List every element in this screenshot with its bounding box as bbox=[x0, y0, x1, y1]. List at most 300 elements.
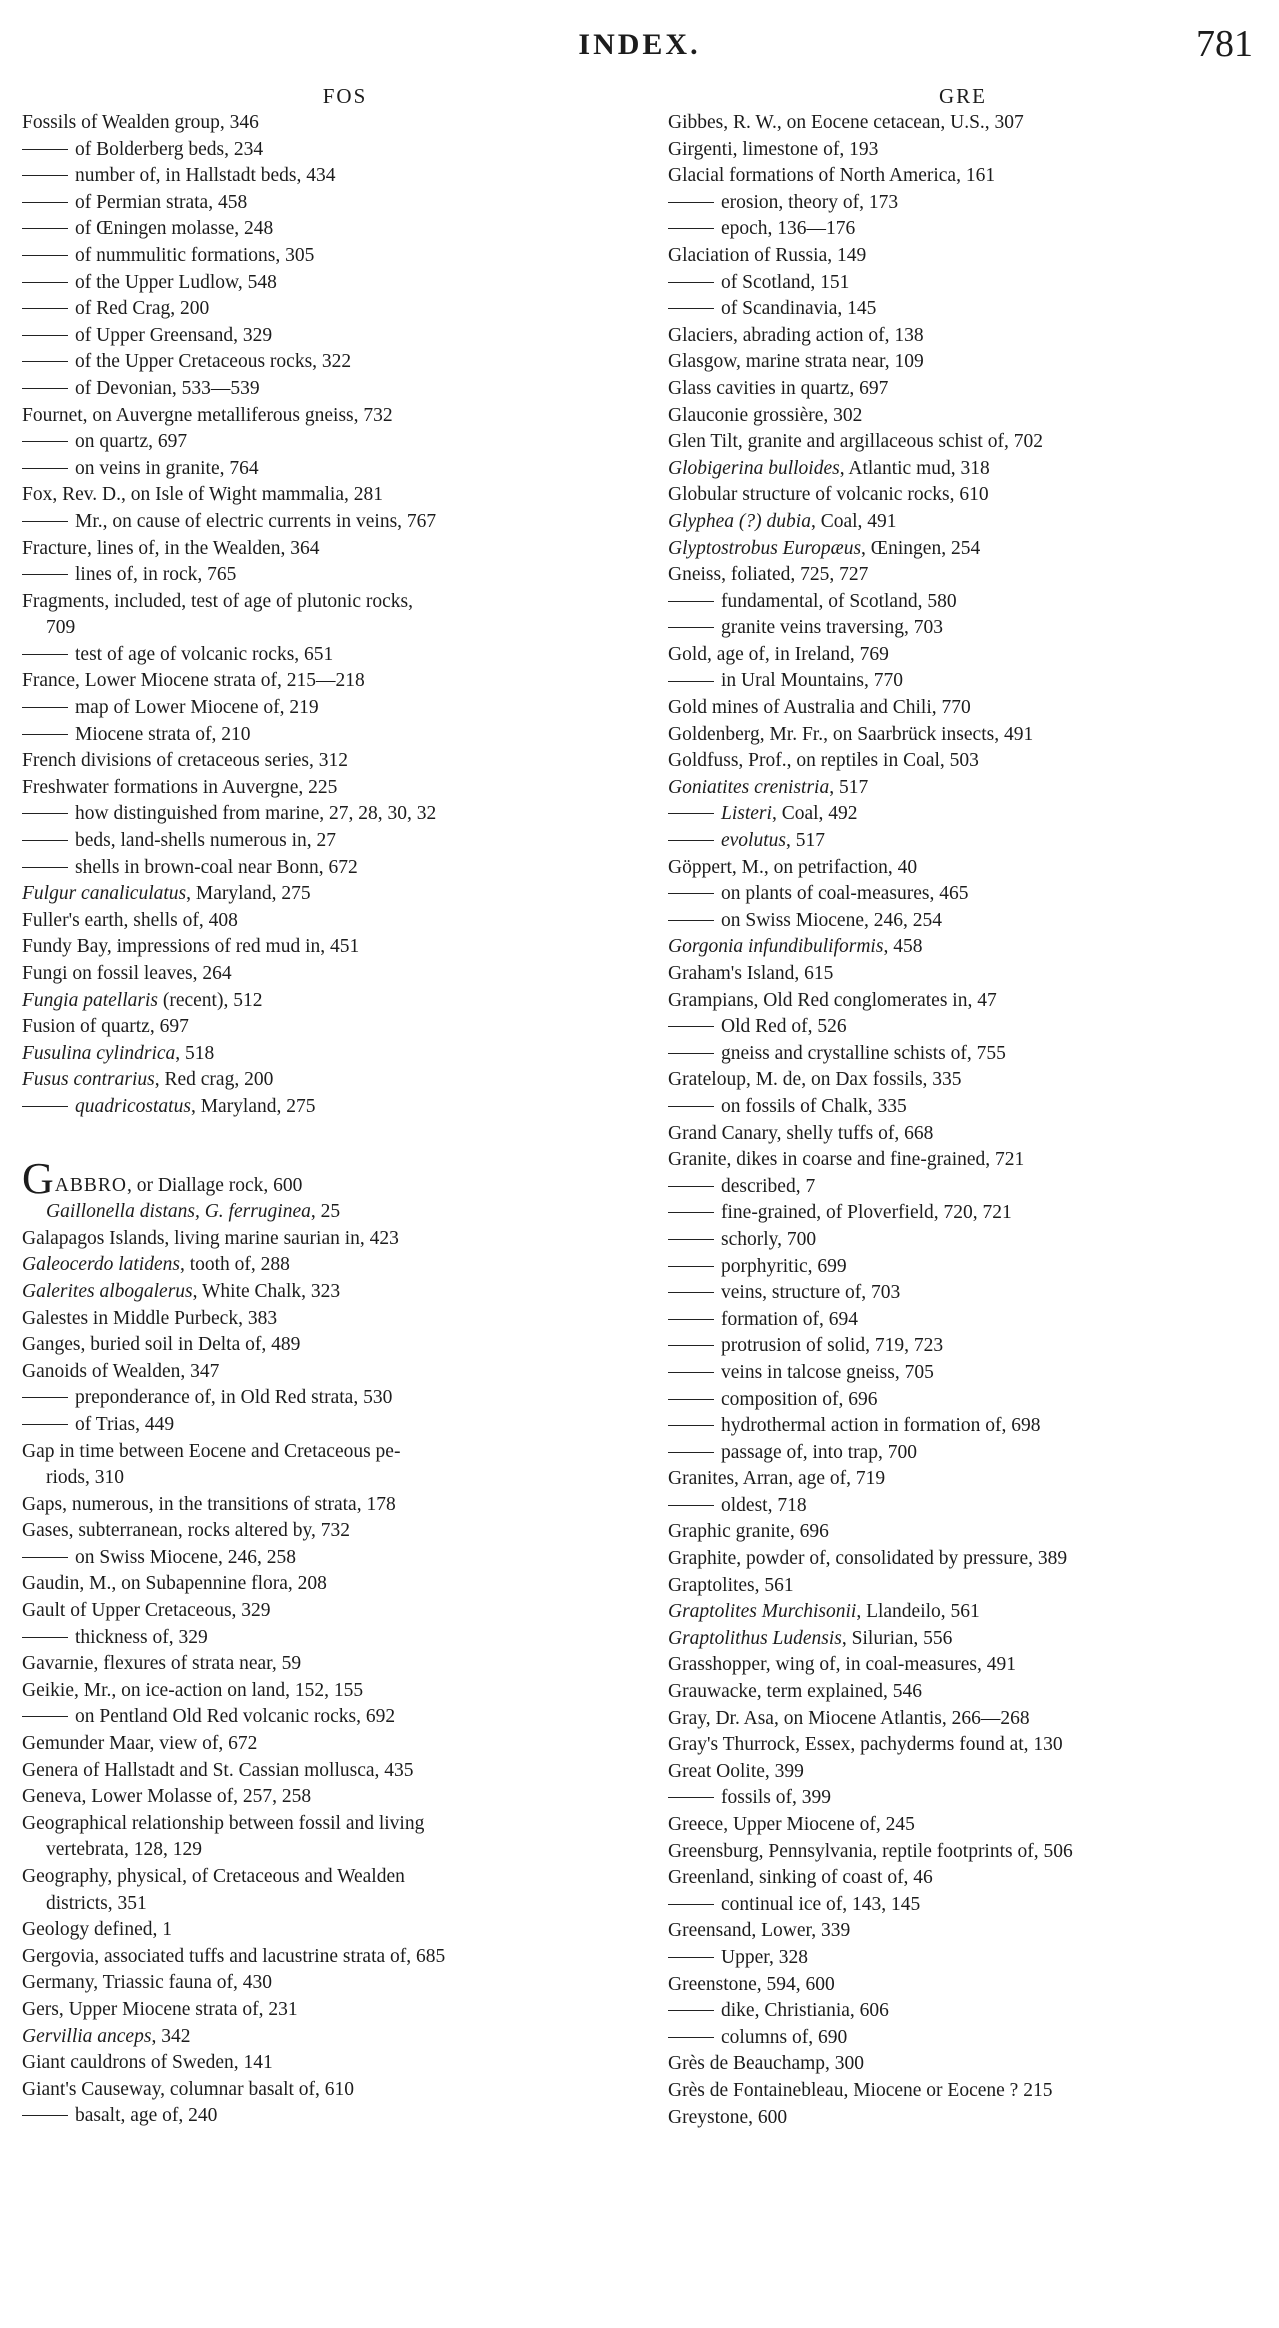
index-entry bbox=[22, 1014, 628, 1041]
right-column bbox=[668, 82, 1258, 2131]
index-entry bbox=[668, 376, 1258, 403]
ditto-dash bbox=[668, 2037, 714, 2038]
index-subentry bbox=[668, 1094, 1258, 1121]
left-entry-list bbox=[22, 110, 628, 2130]
entry-text: on Swiss Miocene, 246, 254 bbox=[721, 909, 942, 931]
entry-text: of Scotland, 151 bbox=[721, 271, 850, 293]
taxon-name: Galeocerdo latidens bbox=[22, 1254, 180, 1276]
ditto-dash bbox=[22, 282, 68, 283]
ditto-dash bbox=[668, 813, 714, 814]
entry-text: , Red crag, 200 bbox=[154, 1069, 274, 1091]
index-entry-continuation bbox=[22, 1891, 628, 1918]
taxon-name: Gervillia anceps bbox=[22, 2025, 152, 2047]
index-subentry bbox=[22, 1545, 628, 1572]
ditto-dash bbox=[22, 654, 68, 655]
entry-text: oldest, 718 bbox=[721, 1494, 807, 1516]
index-subentry bbox=[668, 1280, 1258, 1307]
entry-text: Gault of Upper Cretaceous, 329 bbox=[22, 1600, 271, 1622]
index-subentry bbox=[22, 855, 628, 882]
index-entry bbox=[22, 403, 628, 430]
ditto-dash bbox=[22, 228, 68, 229]
right-entry-list bbox=[668, 110, 1258, 2131]
entry-text: Old Red of, 526 bbox=[721, 1016, 847, 1038]
entry-text: epoch, 136—176 bbox=[721, 218, 856, 240]
entry-text: Graphite, powder of, consolidated by pressure, 389 bbox=[668, 1548, 1068, 1570]
index-entry bbox=[22, 934, 628, 961]
ditto-dash bbox=[668, 1399, 714, 1400]
taxon-name: Gaillonella distans, G. ferruginea bbox=[46, 1201, 311, 1223]
entry-text: Glacial formations of North America, 161 bbox=[668, 165, 996, 187]
ditto-dash bbox=[668, 1053, 714, 1054]
index-subentry bbox=[668, 1945, 1258, 1972]
index-subentry bbox=[22, 243, 628, 270]
entry-text: porphyritic, 699 bbox=[721, 1255, 847, 1277]
ditto-dash bbox=[22, 707, 68, 708]
index-entry bbox=[22, 1041, 628, 1068]
entry-text: schorly, 700 bbox=[721, 1228, 817, 1250]
index-subentry bbox=[22, 190, 628, 217]
ditto-dash bbox=[668, 1026, 714, 1027]
entry-text: Gers, Upper Miocene strata of, 231 bbox=[22, 1998, 298, 2020]
index-entry bbox=[22, 1226, 628, 1253]
entry-text: Germany, Triassic fauna of, 430 bbox=[22, 1972, 273, 1994]
entry-text: dike, Christiania, 606 bbox=[721, 2000, 889, 2022]
entry-text: on quartz, 697 bbox=[75, 431, 188, 453]
index-subentry bbox=[22, 509, 628, 536]
index-entry bbox=[668, 961, 1258, 988]
entry-text: Galestes in Middle Purbeck, 383 bbox=[22, 1307, 278, 1329]
index-subentry bbox=[22, 642, 628, 669]
index-subentry bbox=[668, 1307, 1258, 1334]
index-entry bbox=[668, 748, 1258, 775]
taxon-name: Listeri bbox=[721, 803, 772, 825]
entry-text: Granite, dikes in coarse and fine-grained, 721 bbox=[668, 1149, 1025, 1171]
index-entry bbox=[22, 1252, 628, 1279]
ditto-dash bbox=[668, 1957, 714, 1958]
entry-text: districts, 351 bbox=[46, 1892, 147, 1914]
index-entry bbox=[668, 722, 1258, 749]
index-entry bbox=[22, 1598, 628, 1625]
ditto-dash bbox=[22, 335, 68, 336]
ditto-dash bbox=[668, 1266, 714, 1267]
entry-text: passage of, into trap, 700 bbox=[721, 1441, 918, 1463]
entry-text: Gold mines of Australia and Chili, 770 bbox=[668, 697, 971, 719]
entry-text: Gray's Thurrock, Essex, pachyderms found at, 130 bbox=[668, 1734, 1063, 1756]
index-subentry bbox=[668, 1254, 1258, 1281]
entry-text: number of, in Hallstadt beds, 434 bbox=[75, 165, 336, 187]
taxon-name: Graptolithus Ludensis bbox=[668, 1627, 842, 1649]
entry-text: Graptolites, 561 bbox=[668, 1574, 794, 1596]
index-subentry bbox=[668, 190, 1258, 217]
index-subentry bbox=[22, 376, 628, 403]
ditto-dash bbox=[668, 308, 714, 309]
index-subentry bbox=[668, 1360, 1258, 1387]
ditto-dash bbox=[668, 1319, 714, 1320]
entry-text: Gergovia, associated tuffs and lacustrine strata of, 685 bbox=[22, 1945, 446, 1967]
entry-text: Goldfuss, Prof., on reptiles in Coal, 503 bbox=[668, 750, 979, 772]
index-subentry bbox=[22, 695, 628, 722]
ditto-dash bbox=[668, 1292, 714, 1293]
index-entry bbox=[22, 1917, 628, 1944]
index-entry bbox=[668, 642, 1258, 669]
entry-text: of the Upper Cretaceous rocks, 322 bbox=[75, 351, 352, 373]
entry-text: lines of, in rock, 765 bbox=[75, 564, 237, 586]
entry-text: Grès de Fontainebleau, Miocene or Eocene ? 215 bbox=[668, 2079, 1053, 2101]
index-subentry bbox=[668, 828, 1258, 855]
entry-text: , 517 bbox=[785, 830, 825, 852]
entry-text: Glaciers, abrading action of, 138 bbox=[668, 324, 924, 346]
index-subentry bbox=[22, 456, 628, 483]
ditto-dash bbox=[668, 2010, 714, 2011]
entry-text: how distinguished from marine, 27, 28, 30, 32 bbox=[75, 803, 437, 825]
entry-text: Fox, Rev. D., on Isle of Wight mammalia, 281 bbox=[22, 484, 384, 506]
entry-text: veins in talcose gneiss, 705 bbox=[721, 1361, 934, 1383]
index-entry bbox=[668, 1706, 1258, 1733]
index-entry bbox=[22, 748, 628, 775]
ditto-dash bbox=[668, 627, 714, 628]
index-entry bbox=[22, 536, 628, 563]
ditto-dash bbox=[22, 840, 68, 841]
index-subentry bbox=[668, 1493, 1258, 1520]
entry-text: , Œningen, 254 bbox=[861, 537, 981, 559]
ditto-dash bbox=[22, 1424, 68, 1425]
ditto-dash bbox=[668, 1425, 714, 1426]
ditto-dash bbox=[22, 388, 68, 389]
index-entry bbox=[22, 589, 628, 616]
index-entry bbox=[668, 1652, 1258, 1679]
ditto-dash bbox=[668, 1212, 714, 1213]
section-gap bbox=[22, 1121, 628, 1169]
index-subentry bbox=[22, 1094, 628, 1121]
ditto-dash bbox=[668, 601, 714, 602]
index-entry bbox=[668, 1546, 1258, 1573]
index-subentry bbox=[22, 216, 628, 243]
index-entry bbox=[668, 2078, 1258, 2105]
entry-text: , or Diallage rock, 600 bbox=[126, 1174, 303, 1196]
index-entry bbox=[668, 695, 1258, 722]
index-subentry bbox=[22, 1704, 628, 1731]
index-entry bbox=[668, 1918, 1258, 1945]
entry-text: of Trias, 449 bbox=[75, 1413, 175, 1435]
entry-text: , Maryland, 275 bbox=[186, 883, 311, 905]
entry-text: Globular structure of volcanic rocks, 610 bbox=[668, 484, 989, 506]
index-subentry bbox=[668, 1440, 1258, 1467]
ditto-dash bbox=[22, 734, 68, 735]
ditto-dash bbox=[22, 1557, 68, 1558]
index-entry bbox=[22, 1359, 628, 1386]
index-subentry bbox=[668, 881, 1258, 908]
entry-text: Glauconie grossière, 302 bbox=[668, 404, 863, 426]
left-column bbox=[22, 82, 628, 2130]
index-entry bbox=[22, 2050, 628, 2077]
taxon-name: Gorgonia infundibuliformis bbox=[668, 936, 884, 958]
index-entry bbox=[22, 1571, 628, 1598]
index-entry-continuation bbox=[22, 1465, 628, 1492]
left-column-heading: FOS bbox=[322, 84, 368, 108]
index-entry bbox=[668, 1519, 1258, 1546]
index-entry bbox=[668, 1865, 1258, 1892]
taxon-name: Fungia patellaris bbox=[22, 989, 158, 1011]
entry-text: Glass cavities in quartz, 697 bbox=[668, 377, 889, 399]
entry-text: described, 7 bbox=[721, 1175, 816, 1197]
index-subentry bbox=[668, 1174, 1258, 1201]
index-entry bbox=[22, 908, 628, 935]
ditto-dash bbox=[22, 175, 68, 176]
entry-text: , 25 bbox=[310, 1201, 341, 1223]
index-entry bbox=[668, 349, 1258, 376]
index-entry bbox=[22, 1067, 628, 1094]
ditto-dash bbox=[22, 1716, 68, 1717]
entry-text: Graphic granite, 696 bbox=[668, 1521, 829, 1543]
entry-text: on fossils of Chalk, 335 bbox=[721, 1095, 907, 1117]
index-entry bbox=[668, 1679, 1258, 1706]
entry-text: composition of, 696 bbox=[721, 1388, 878, 1410]
page-title: INDEX. bbox=[578, 28, 701, 61]
entry-text: map of Lower Miocene of, 219 bbox=[75, 697, 319, 719]
entry-text: Grauwacke, term explained, 546 bbox=[668, 1681, 922, 1703]
entry-text: , Llandeilo, 561 bbox=[856, 1601, 980, 1623]
entry-text: in Ural Mountains, 770 bbox=[721, 670, 903, 692]
entry-text: 709 bbox=[46, 617, 76, 639]
ditto-dash bbox=[668, 840, 714, 841]
index-entry bbox=[22, 1784, 628, 1811]
index-entry bbox=[22, 1678, 628, 1705]
index-entry bbox=[668, 482, 1258, 509]
index-entry bbox=[22, 1332, 628, 1359]
index-entry-continuation bbox=[22, 1837, 628, 1864]
ditto-dash bbox=[668, 1345, 714, 1346]
entry-text: of Red Crag, 200 bbox=[75, 298, 210, 320]
entry-text: Fusion of quartz, 697 bbox=[22, 1016, 189, 1038]
entry-text: , Coal, 492 bbox=[771, 803, 858, 825]
entry-text: continual ice of, 143, 145 bbox=[721, 1893, 921, 1915]
index-entry bbox=[668, 2051, 1258, 2078]
index-entry bbox=[668, 1067, 1258, 1094]
index-entry bbox=[22, 668, 628, 695]
index-entry bbox=[22, 961, 628, 988]
entry-text: Grampians, Old Red conglomerates in, 47 bbox=[668, 989, 997, 1011]
index-entry bbox=[668, 1759, 1258, 1786]
index-entry bbox=[22, 1153, 628, 1203]
entry-text: on Pentland Old Red volcanic rocks, 692 bbox=[75, 1706, 396, 1728]
index-subentry bbox=[668, 1200, 1258, 1227]
index-entry bbox=[668, 323, 1258, 350]
entry-text: Gaudin, M., on Subapennine flora, 208 bbox=[22, 1573, 327, 1595]
ditto-dash bbox=[668, 1505, 714, 1506]
page-number: 781 bbox=[1196, 23, 1253, 65]
index-entry bbox=[668, 1812, 1258, 1839]
index-entry bbox=[668, 429, 1258, 456]
index-entry bbox=[22, 1439, 628, 1466]
entry-text: Geography, physical, of Cretaceous and Wealden bbox=[22, 1866, 405, 1887]
index-subentry bbox=[22, 323, 628, 350]
ditto-dash bbox=[22, 2115, 68, 2116]
ditto-dash bbox=[668, 920, 714, 921]
index-subentry bbox=[22, 163, 628, 190]
index-subentry bbox=[668, 1785, 1258, 1812]
entry-text: of nummulitic formations, 305 bbox=[75, 244, 315, 266]
ditto-dash bbox=[22, 361, 68, 362]
entry-text: Gases, subterranean, rocks altered by, 732 bbox=[22, 1520, 350, 1542]
entry-text: Gray, Dr. Asa, on Miocene Atlantis, 266—268 bbox=[668, 1707, 1030, 1729]
entry-text: fine-grained, of Ploverfield, 720, 721 bbox=[721, 1202, 1012, 1224]
index-entry bbox=[668, 934, 1258, 961]
entry-text: , 518 bbox=[175, 1042, 215, 1064]
index-entry bbox=[668, 1147, 1258, 1174]
entry-text: Gold, age of, in Ireland, 769 bbox=[668, 643, 889, 665]
entry-text: Greenland, sinking of coast of, 46 bbox=[668, 1867, 933, 1889]
entry-text: , Atlantic mud, 318 bbox=[839, 457, 990, 479]
index-subentry bbox=[668, 1892, 1258, 1919]
index-subentry bbox=[668, 270, 1258, 297]
taxon-name: Fusulina cylindrica bbox=[22, 1042, 176, 1064]
index-entry bbox=[668, 1732, 1258, 1759]
index-subentry bbox=[668, 908, 1258, 935]
index-subentry bbox=[22, 1385, 628, 1412]
entry-text: Glasgow, marine strata near, 109 bbox=[668, 351, 924, 373]
index-entry bbox=[22, 1279, 628, 1306]
index-entry bbox=[668, 855, 1258, 882]
ditto-dash bbox=[668, 1239, 714, 1240]
entry-text: formation of, 694 bbox=[721, 1308, 859, 1330]
index-entry bbox=[668, 1466, 1258, 1493]
entry-text: Girgenti, limestone of, 193 bbox=[668, 138, 879, 160]
right-column-heading: GRE bbox=[939, 84, 987, 108]
entry-text: Geographical relationship between fossil and living bbox=[22, 1812, 425, 1834]
ditto-dash bbox=[22, 468, 68, 469]
ditto-dash bbox=[668, 1797, 714, 1798]
ditto-dash bbox=[22, 1637, 68, 1638]
taxon-name: evolutus bbox=[721, 830, 786, 852]
entry-text: Gneiss, foliated, 725, 727 bbox=[668, 564, 869, 586]
entry-text: Grateloup, M. de, on Dax fossils, 335 bbox=[668, 1069, 962, 1091]
entry-text: , 458 bbox=[883, 936, 923, 958]
entry-text: Fungi on fossil leaves, 264 bbox=[22, 963, 232, 984]
entry-text: granite veins traversing, 703 bbox=[721, 617, 944, 639]
taxon-name: Galerites albogalerus bbox=[22, 1280, 193, 1302]
taxon-name: Goniatites crenistria bbox=[668, 776, 830, 798]
entry-text: of Bolderberg beds, 234 bbox=[75, 138, 264, 160]
page-header bbox=[0, 18, 1279, 78]
index-entry bbox=[22, 1944, 628, 1971]
entry-text: riods, 310 bbox=[46, 1467, 124, 1489]
entry-text: Geology defined, 1 bbox=[22, 1919, 173, 1941]
index-subentry bbox=[22, 137, 628, 164]
entry-text: of Devonian, 533—539 bbox=[75, 377, 260, 399]
entry-text: of Scandinavia, 145 bbox=[721, 298, 877, 320]
entry-text: Grasshopper, wing of, in coal-measures, 491 bbox=[668, 1654, 1016, 1676]
index-subentry bbox=[22, 1412, 628, 1439]
entry-text: of Permian strata, 458 bbox=[75, 191, 248, 213]
index-entry bbox=[668, 2105, 1258, 2132]
ditto-dash bbox=[668, 681, 714, 682]
entry-text: Glaciation of Russia, 149 bbox=[668, 244, 867, 266]
taxon-name: Globigerina bulloides bbox=[668, 457, 840, 479]
index-subentry bbox=[22, 2103, 628, 2130]
entry-text: Greystone, 600 bbox=[668, 2106, 788, 2128]
index-subentry bbox=[668, 615, 1258, 642]
ditto-dash bbox=[668, 282, 714, 283]
index-subentry bbox=[668, 801, 1258, 828]
taxon-name: Graptolites Murchisonii bbox=[668, 1601, 857, 1623]
ditto-dash bbox=[22, 202, 68, 203]
index-subentry bbox=[22, 270, 628, 297]
entry-text: , Coal, 491 bbox=[810, 510, 897, 532]
index-subentry bbox=[668, 2025, 1258, 2052]
entry-text: , 342 bbox=[151, 2025, 191, 2047]
index-entry bbox=[22, 2024, 628, 2051]
index-subentry bbox=[668, 1413, 1258, 1440]
entry-text: Fournet, on Auvergne metalliferous gneiss, 732 bbox=[22, 404, 393, 426]
index-subentry bbox=[668, 589, 1258, 616]
entry-text: vertebrata, 128, 129 bbox=[46, 1839, 202, 1861]
index-entry bbox=[668, 163, 1258, 190]
ditto-dash bbox=[22, 574, 68, 575]
index-entry bbox=[22, 1492, 628, 1519]
ditto-dash bbox=[22, 813, 68, 814]
index-subentry bbox=[22, 722, 628, 749]
entry-text: Greensand, Lower, 339 bbox=[668, 1920, 851, 1942]
ditto-dash bbox=[22, 1397, 68, 1398]
entry-text: (recent), 512 bbox=[157, 989, 263, 1011]
entry-text: Freshwater formations in Auvergne, 225 bbox=[22, 776, 338, 798]
entry-text: Fuller's earth, shells of, 408 bbox=[22, 909, 238, 931]
entry-text: Grand Canary, shelly tuffs of, 668 bbox=[668, 1122, 934, 1144]
entry-text: of Œningen molasse, 248 bbox=[75, 218, 274, 240]
ditto-dash bbox=[22, 521, 68, 522]
index-subentry bbox=[22, 828, 628, 855]
index-entry bbox=[22, 1731, 628, 1758]
entry-text: Grès de Beauchamp, 300 bbox=[668, 2053, 865, 2075]
ditto-dash bbox=[668, 202, 714, 203]
index-subentry bbox=[668, 1227, 1258, 1254]
entry-text: Granites, Arran, age of, 719 bbox=[668, 1468, 886, 1490]
entry-text: shells in brown-coal near Bonn, 672 bbox=[75, 856, 358, 878]
entry-text: gneiss and crystalline schists of, 755 bbox=[721, 1042, 1006, 1064]
entry-text: Ganoids of Wealden, 347 bbox=[22, 1360, 220, 1382]
entry-text: on Swiss Miocene, 246, 258 bbox=[75, 1546, 296, 1568]
ditto-dash bbox=[22, 308, 68, 309]
index-entry bbox=[668, 1573, 1258, 1600]
entry-text: Greenstone, 594, 600 bbox=[668, 1973, 835, 1995]
entry-text: Greensburg, Pennsylvania, reptile footprints of, 506 bbox=[668, 1840, 1073, 1862]
index-subentry bbox=[668, 1041, 1258, 1068]
index-entry bbox=[22, 881, 628, 908]
entry-text: fundamental, of Scotland, 580 bbox=[721, 590, 957, 612]
entry-text: Mr., on cause of electric currents in veins, 767 bbox=[75, 510, 437, 532]
ditto-dash bbox=[668, 1372, 714, 1373]
index-subentry bbox=[22, 296, 628, 323]
index-entry bbox=[668, 1972, 1258, 1999]
entry-text: Genera of Hallstadt and St. Cassian mollusca, 435 bbox=[22, 1759, 414, 1781]
index-entry-continuation bbox=[22, 615, 628, 642]
entry-text: , tooth of, 288 bbox=[179, 1254, 290, 1276]
ditto-dash bbox=[22, 149, 68, 150]
index-entry bbox=[668, 456, 1258, 483]
index-entry bbox=[22, 110, 628, 137]
index-subentry bbox=[22, 562, 628, 589]
index-subentry bbox=[22, 1625, 628, 1652]
taxon-name: quadricostatus bbox=[75, 1095, 191, 1117]
ditto-dash bbox=[668, 1904, 714, 1905]
entry-text: Geikie, Mr., on ice-action on land, 152, 155 bbox=[22, 1679, 364, 1701]
entry-text: Miocene strata of, 210 bbox=[75, 723, 251, 745]
entry-text: Ganges, buried soil in Delta of, 489 bbox=[22, 1334, 301, 1356]
ditto-dash bbox=[22, 255, 68, 256]
entry-text: , Maryland, 275 bbox=[190, 1095, 316, 1117]
entry-text: Fragments, included, test of age of plutonic rocks, bbox=[22, 590, 413, 612]
entry-text: Gaps, numerous, in the transitions of strata, 178 bbox=[22, 1493, 396, 1515]
